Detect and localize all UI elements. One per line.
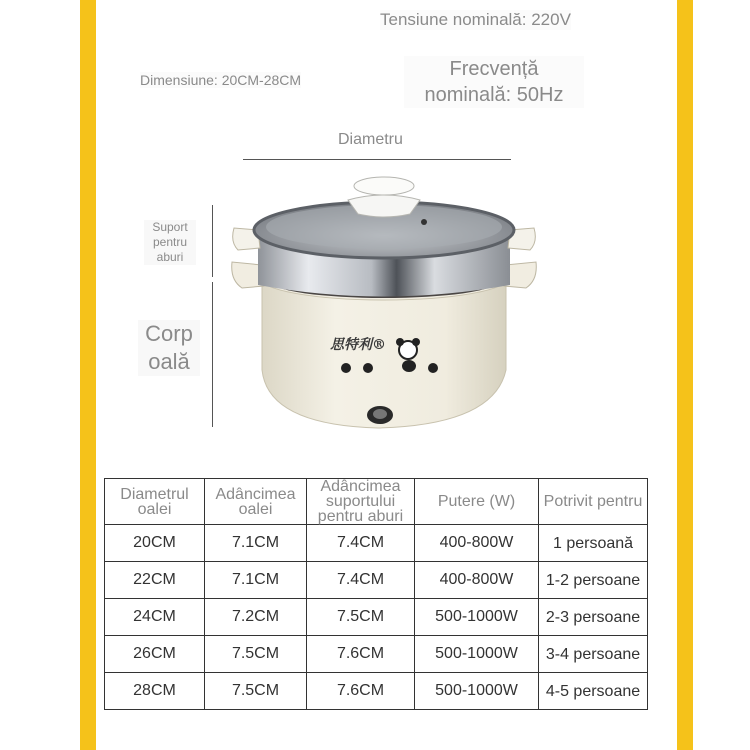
cell-diameter: 24CM bbox=[105, 599, 205, 636]
header-pot-depth: Adâncimea oalei bbox=[205, 479, 307, 525]
table-row bbox=[105, 673, 648, 710]
cell-steamer-depth: 7.4CM bbox=[307, 525, 415, 562]
steamer-label: Suport pentru aburi bbox=[144, 220, 196, 265]
header-suitable-for: Potrivit pentru bbox=[539, 479, 648, 525]
cell-power: 400-800W bbox=[415, 525, 539, 562]
diameter-line bbox=[243, 159, 511, 160]
table-row bbox=[105, 525, 648, 562]
cell-diameter: 20CM bbox=[105, 525, 205, 562]
dimension-text: Dimensiune: 20CM-28CM bbox=[140, 72, 302, 88]
body-height-line bbox=[212, 282, 213, 427]
table-header-row bbox=[105, 479, 648, 525]
cell-pot-depth: 7.1CM bbox=[205, 562, 307, 599]
cell-steamer-depth: 7.6CM bbox=[307, 636, 415, 673]
table-row bbox=[105, 636, 648, 673]
steamer-height-line bbox=[212, 205, 213, 277]
cell-diameter: 26CM bbox=[105, 636, 205, 673]
cell-suitable: 4-5 persoane bbox=[539, 673, 648, 710]
rated-voltage-text: Tensiune nominală: 220V bbox=[380, 10, 571, 29]
cell-steamer-depth: 7.4CM bbox=[307, 562, 415, 599]
cell-pot-depth: 7.2CM bbox=[205, 599, 307, 636]
cell-suitable: 2-3 persoane bbox=[539, 599, 648, 636]
specifications-table bbox=[104, 478, 648, 710]
header-power: Putere (W) bbox=[415, 479, 539, 525]
header-steamer-depth: Adâncimea suportului pentru aburi bbox=[307, 479, 415, 525]
rated-frequency-text: Frecvență nominală: 50Hz bbox=[404, 56, 584, 108]
brand-logo-text: 思特利® bbox=[330, 337, 386, 353]
cell-steamer-depth: 7.6CM bbox=[307, 673, 415, 710]
cell-suitable: 1 persoană bbox=[539, 525, 648, 562]
cell-pot-depth: 7.5CM bbox=[205, 636, 307, 673]
cell-power: 400-800W bbox=[415, 562, 539, 599]
cell-power: 500-1000W bbox=[415, 673, 539, 710]
left-accent-bar bbox=[80, 0, 96, 750]
table-row bbox=[105, 562, 648, 599]
electric-pot-image bbox=[228, 170, 548, 440]
right-accent-bar bbox=[677, 0, 693, 750]
header-pot-diameter: Diametrul oalei bbox=[105, 479, 205, 525]
diameter-label: Diametru bbox=[338, 131, 403, 148]
cell-pot-depth: 7.5CM bbox=[205, 673, 307, 710]
cell-suitable: 3-4 persoane bbox=[539, 636, 648, 673]
cell-suitable: 1-2 persoane bbox=[539, 562, 648, 599]
cell-steamer-depth: 7.5CM bbox=[307, 599, 415, 636]
cell-diameter: 28CM bbox=[105, 673, 205, 710]
cell-pot-depth: 7.1CM bbox=[205, 525, 307, 562]
cell-diameter: 22CM bbox=[105, 562, 205, 599]
body-label: Corp oală bbox=[138, 320, 200, 376]
table-row bbox=[105, 599, 648, 636]
cell-power: 500-1000W bbox=[415, 636, 539, 673]
cell-power: 500-1000W bbox=[415, 599, 539, 636]
